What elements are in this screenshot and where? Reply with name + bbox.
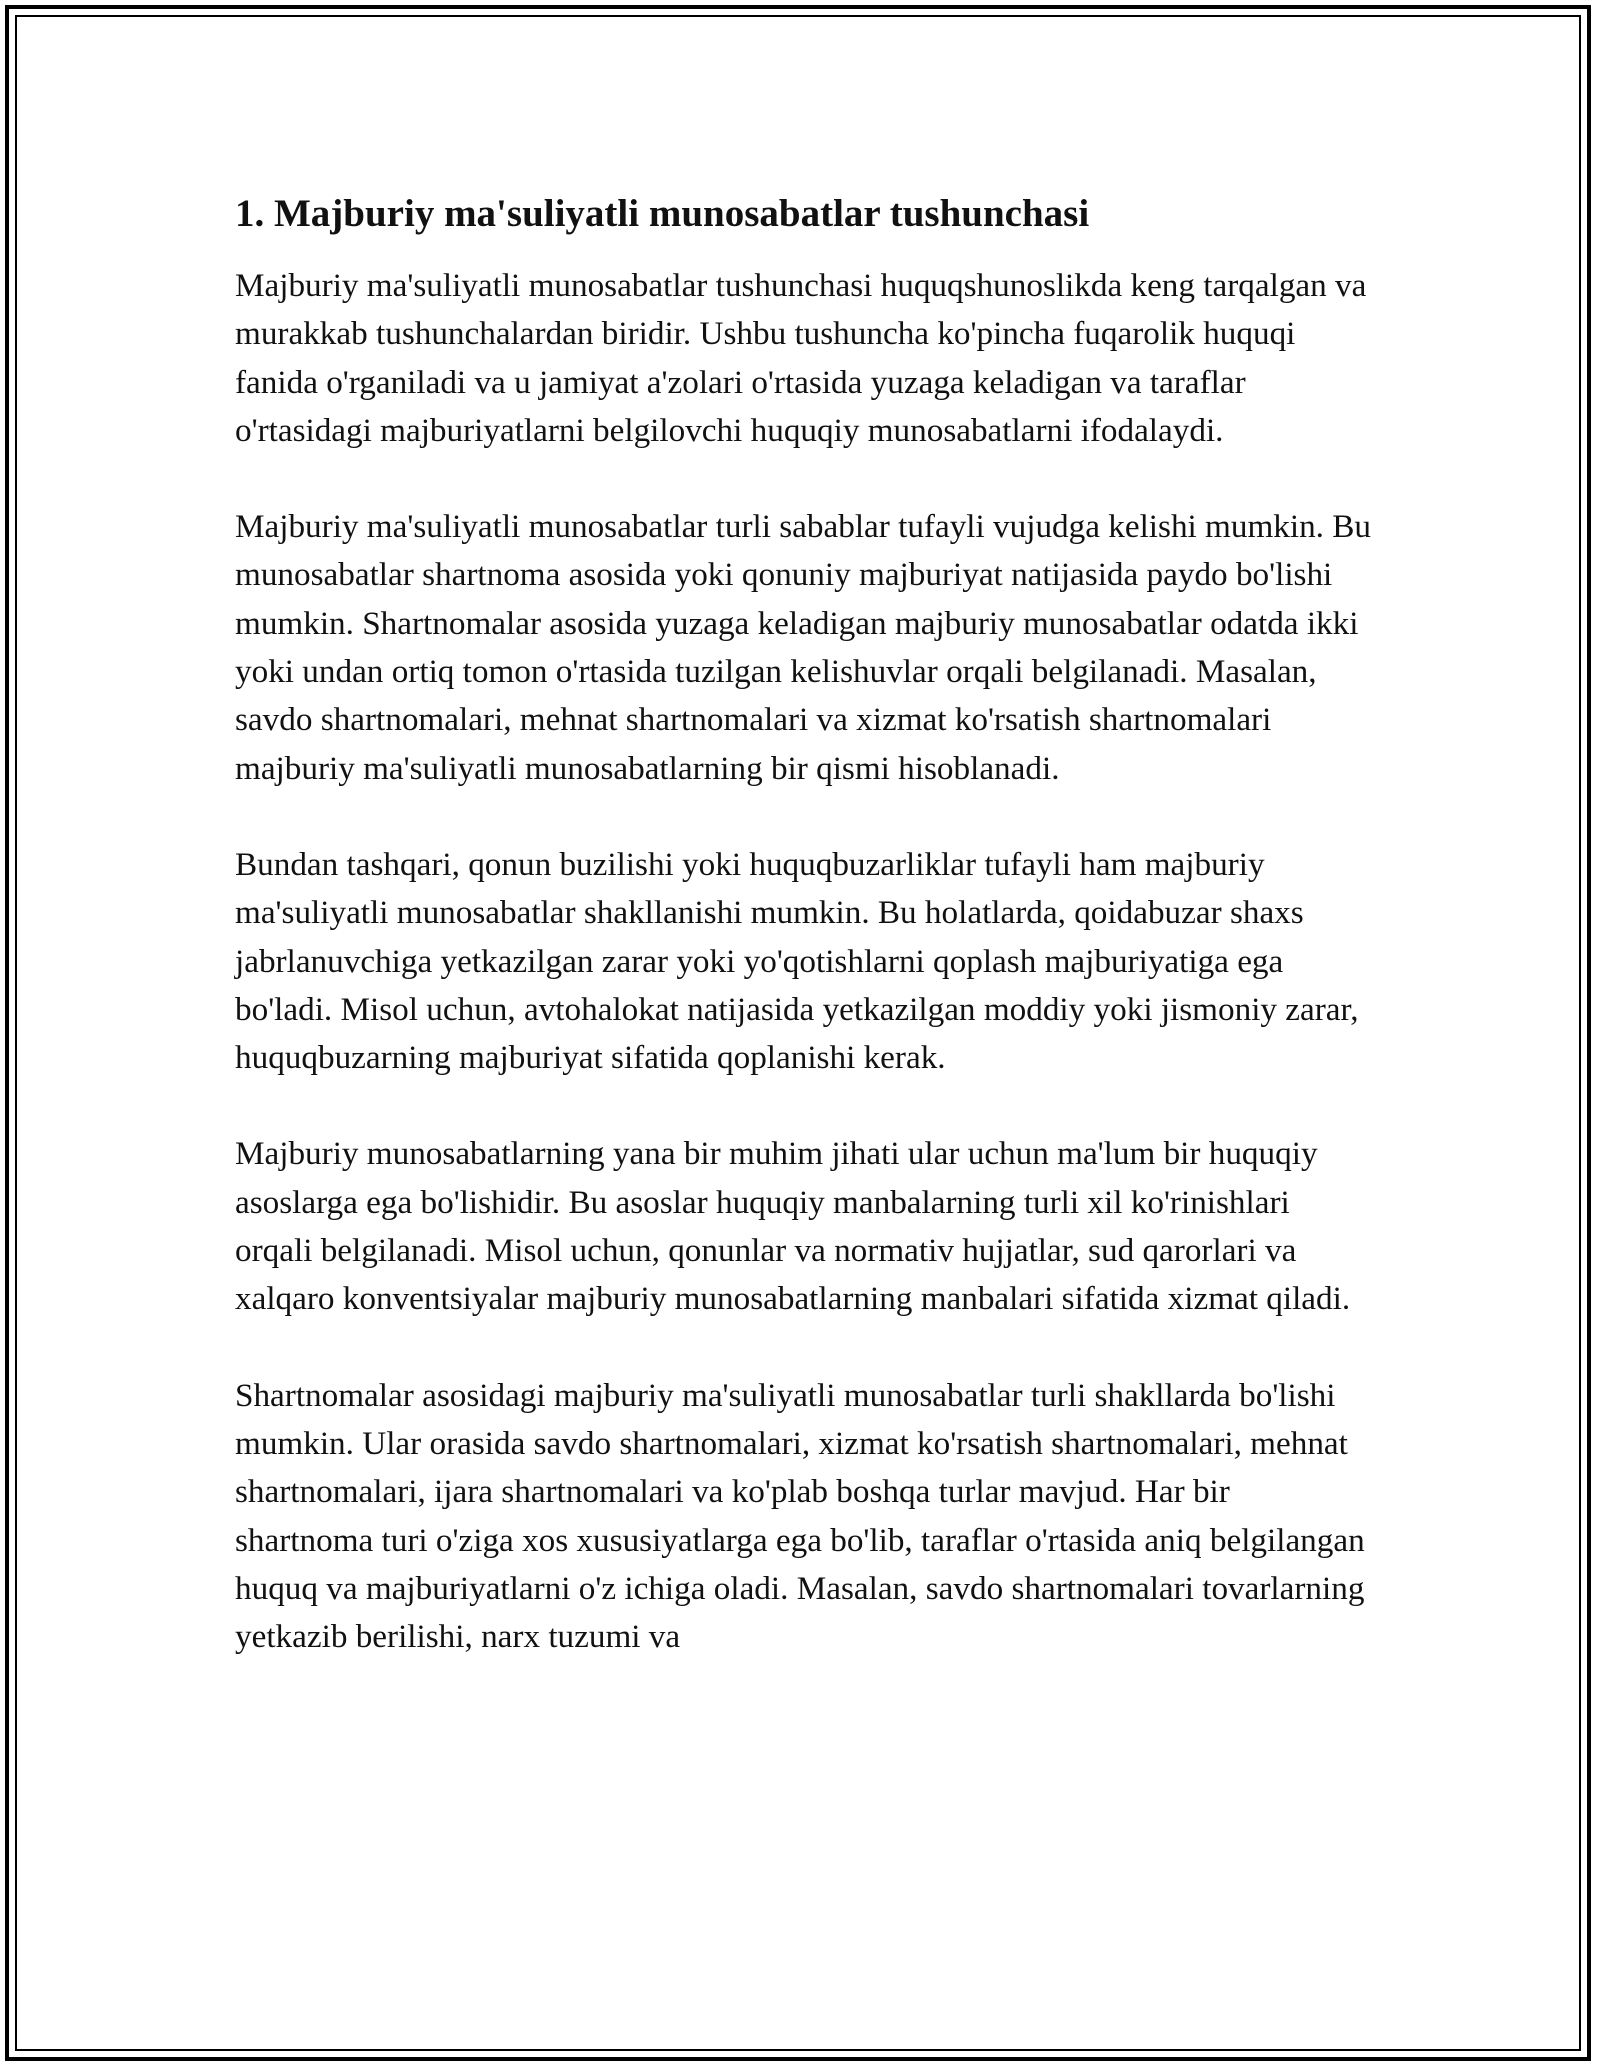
- paragraph-1: Majburiy ma'suliyatli munosabatlar tushunchasi huquqshunoslikda keng tarqalgan va murakkab tushunchalardan biridir. Ushbu tushuncha ko'pincha fuqarolik huquqi fanida o'rganiladi va u jamiyat a'zolari o'rtasida yuzaga keladigan va taraflar o'rtasidagi majburiyatlarni belgilovchi huquqiy munosabatlarni ifodalaydi.: [235, 267, 1367, 449]
- paragraph-4: Majburiy munosabatlarning yana bir muhim jihati ular uchun ma'lum bir huquqiy asoslarga ega bo'lishidir. Bu asoslar huquqiy manbalarning turli xil ko'rinishlari orqali belgilanadi. Misol uchun, qonunlar va normativ hujjatlar, sud qarorlari va xalqaro konventsiyalar majburiy munosabatlarning manbalari sifatida xizmat qiladi.: [235, 1135, 1351, 1318]
- paragraph-5: Shartnomalar asosidagi majburiy ma'suliyatli munosabatlar turli shakllarda bo'lishi mumkin. Ular orasida savdo shartnomalari, xizmat ko'rsatish shartnomalari, mehnat shartnomalari, ijara shartnomalari va ko'plab boshqa turlar mavjud. Har bir shartnoma turi o'ziga xos xususiyatlarga ega bo'lib, taraflar o'rtasida aniq belgilangan huquq va majburiyatlarni o'z ichiga oladi. Masalan, savdo shartnomalari tovarlarning yetkazib berilishi, narx tuzumi va: [235, 1376, 1365, 1656]
- paragraph-3: Bundan tashqari, qonun buzilishi yoki huquqbuzarliklar tufayli ham majburiy ma'suliyatli munosabatlar shakllanishi mumkin. Bu holatlarda, qoidabuzar shaxs jabrlanuvchiga yetkazilgan zarar yoki yo'qotishlarni qoplash majburiyatiga ega bo'ladi. Misol uchun, avtohalokat natijasida yetkazilgan moddiy yoki jismoniy zarar, huquqbuzarning majburiyat sifatida qoplanishi kerak.: [235, 845, 1359, 1077]
- paragraph-2: Majburiy ma'suliyatli munosabatlar turli sabablar tufayli vujudga kelishi mumkin. Bu munosabatlar shartnoma asosida yoki qonuniy majburiyat natijasida paydo bo'lishi mumkin. Shartnomalar asosida yuzaga keladigan majburiy munosabatlar odatda ikki yoki undan ortiq tomon o'rtasida tuzilgan kelishuvlar orqali belgilanadi. Masalan, savdo shartnomalari, mehnat shartnomalari va xizmat ko'rsatish shartnomalari majburiy ma'suliyatli munosabatlarning bir qismi hisoblanadi.: [235, 508, 1372, 787]
- section-heading: 1. Majburiy ma'suliyatli munosabatlar tushunchasi: [235, 192, 1090, 235]
- document-body: [235, 186, 1375, 1709]
